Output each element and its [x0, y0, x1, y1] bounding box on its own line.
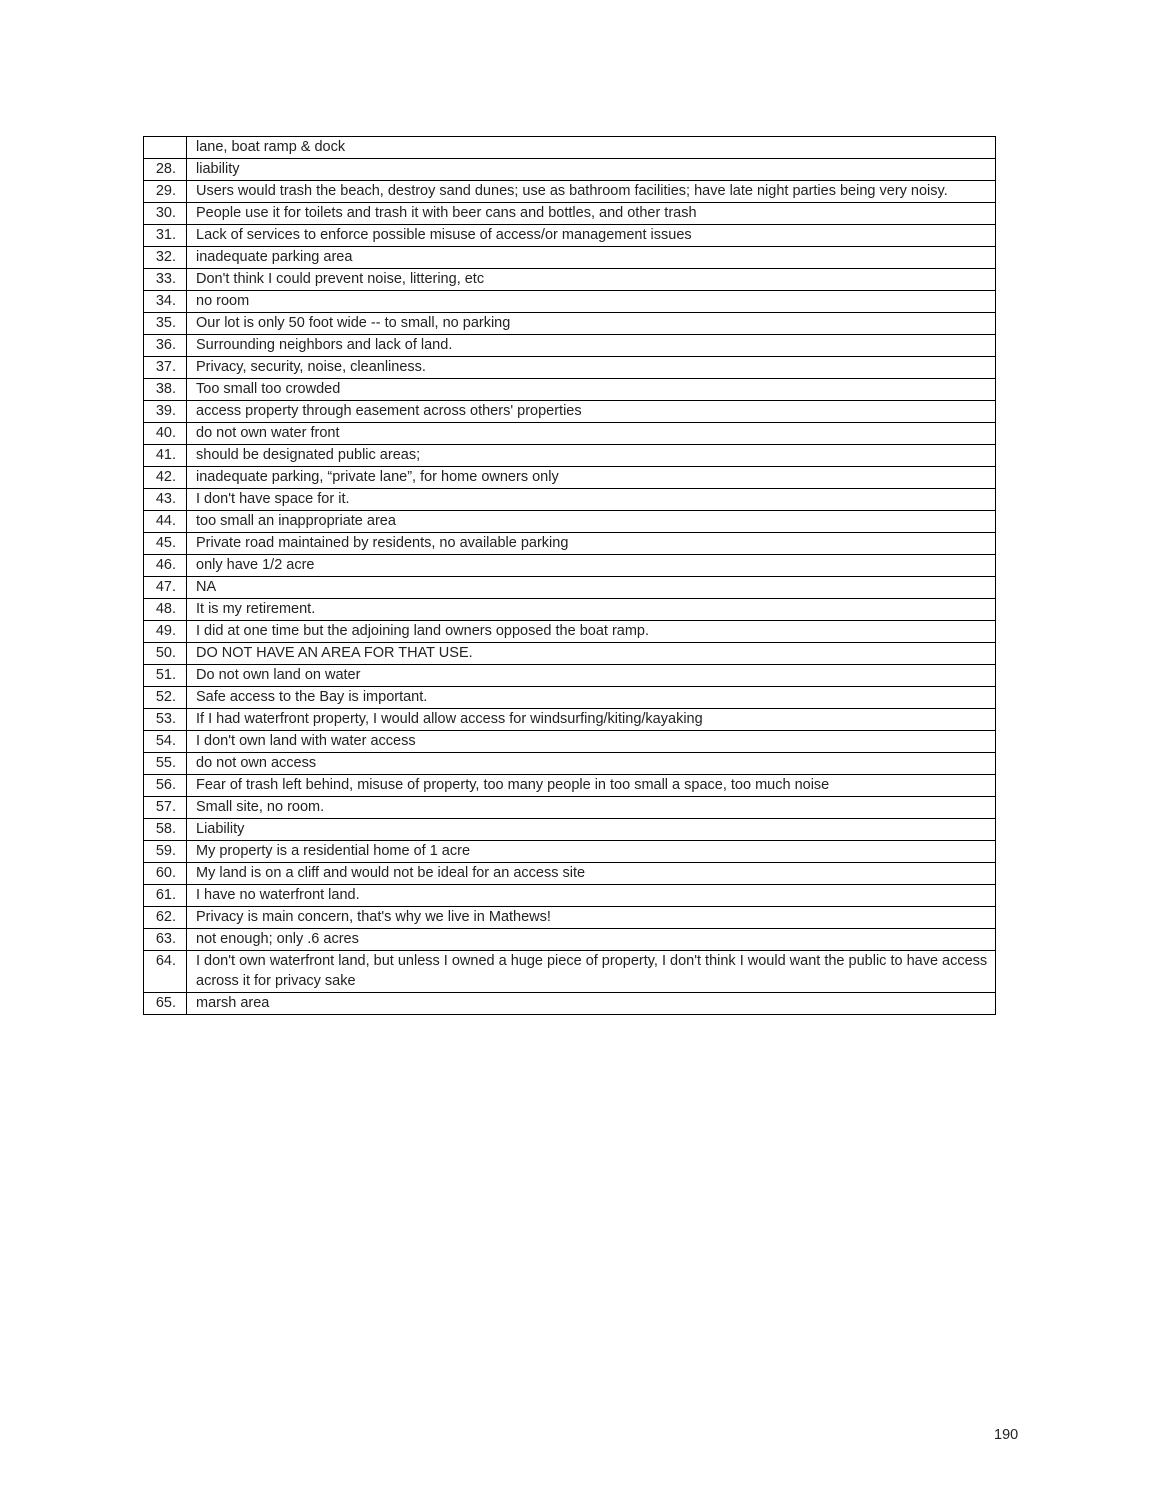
row-number: 45.: [144, 533, 187, 555]
row-number: 51.: [144, 665, 187, 687]
row-number: 31.: [144, 225, 187, 247]
row-number: 35.: [144, 313, 187, 335]
response-text: I don't own waterfront land, but unless I owned a huge piece of property, I don't think I would want the public to have access across it for privacy sake: [187, 951, 996, 993]
response-text: do not own access: [187, 753, 996, 775]
response-text: I don't own land with water access: [187, 731, 996, 753]
response-text: People use it for toilets and trash it with beer cans and bottles, and other trash: [187, 203, 996, 225]
table-row: [144, 423, 996, 445]
table-row: [144, 577, 996, 599]
response-text: Too small too crowded: [187, 379, 996, 401]
response-text: Users would trash the beach, destroy sand dunes; use as bathroom facilities; have late night parties being very noisy.: [187, 181, 996, 203]
response-text: should be designated public areas;: [187, 445, 996, 467]
row-number: 40.: [144, 423, 187, 445]
response-text: Privacy is main concern, that's why we live in Mathews!: [187, 907, 996, 929]
response-text: I don't have space for it.: [187, 489, 996, 511]
row-number: 42.: [144, 467, 187, 489]
row-number: 57.: [144, 797, 187, 819]
response-text: inadequate parking area: [187, 247, 996, 269]
response-text: access property through easement across others' properties: [187, 401, 996, 423]
table-row: [144, 445, 996, 467]
response-text: Do not own land on water: [187, 665, 996, 687]
table-row: [144, 797, 996, 819]
row-number: 36.: [144, 335, 187, 357]
response-text: Lack of services to enforce possible misuse of access/or management issues: [187, 225, 996, 247]
table-row: [144, 291, 996, 313]
row-number: 33.: [144, 269, 187, 291]
row-number: 38.: [144, 379, 187, 401]
row-number: 65.: [144, 993, 187, 1015]
row-number: 53.: [144, 709, 187, 731]
table-row: [144, 467, 996, 489]
table-row: [144, 687, 996, 709]
table-row: [144, 951, 996, 993]
table-row: [144, 753, 996, 775]
response-text: Safe access to the Bay is important.: [187, 687, 996, 709]
page-number: 190: [994, 1427, 1019, 1443]
table-row: [144, 621, 996, 643]
response-text: Fear of trash left behind, misuse of property, too many people in too small a space, too much noise: [187, 775, 996, 797]
response-text: marsh area: [187, 993, 996, 1015]
response-text: not enough; only .6 acres: [187, 929, 996, 951]
row-number: 44.: [144, 511, 187, 533]
table-row: [144, 269, 996, 291]
response-text: do not own water front: [187, 423, 996, 445]
row-number: 59.: [144, 841, 187, 863]
response-text: If I had waterfront property, I would allow access for windsurfing/kiting/kayaking: [187, 709, 996, 731]
table-row: [144, 841, 996, 863]
row-number: 37.: [144, 357, 187, 379]
row-number: 62.: [144, 907, 187, 929]
response-text: no room: [187, 291, 996, 313]
row-number: 52.: [144, 687, 187, 709]
row-number: 30.: [144, 203, 187, 225]
table-row: [144, 863, 996, 885]
row-number: 61.: [144, 885, 187, 907]
response-text: Small site, no room.: [187, 797, 996, 819]
table-row: [144, 335, 996, 357]
response-text: Don't think I could prevent noise, littering, etc: [187, 269, 996, 291]
table-row: [144, 885, 996, 907]
table-row: [144, 181, 996, 203]
response-text: My land is on a cliff and would not be ideal for an access site: [187, 863, 996, 885]
response-text: I have no waterfront land.: [187, 885, 996, 907]
table-row: [144, 489, 996, 511]
response-text: Private road maintained by residents, no available parking: [187, 533, 996, 555]
response-text: I did at one time but the adjoining land owners opposed the boat ramp.: [187, 621, 996, 643]
row-number: 41.: [144, 445, 187, 467]
table-row: [144, 993, 996, 1015]
responses-table-body: [144, 137, 996, 1015]
response-text: too small an inappropriate area: [187, 511, 996, 533]
table-row: [144, 775, 996, 797]
response-text: DO NOT HAVE AN AREA FOR THAT USE.: [187, 643, 996, 665]
response-text: My property is a residential home of 1 acre: [187, 841, 996, 863]
table-row: [144, 533, 996, 555]
response-text: only have 1/2 acre: [187, 555, 996, 577]
table-row: [144, 819, 996, 841]
response-text: liability: [187, 159, 996, 181]
row-number: 64.: [144, 951, 187, 993]
response-text: Our lot is only 50 foot wide -- to small, no parking: [187, 313, 996, 335]
table-row: [144, 137, 996, 159]
row-number: 60.: [144, 863, 187, 885]
row-number: 56.: [144, 775, 187, 797]
row-number: 49.: [144, 621, 187, 643]
row-number: 48.: [144, 599, 187, 621]
table-row: [144, 665, 996, 687]
row-number: 28.: [144, 159, 187, 181]
table-row: [144, 907, 996, 929]
responses-table: [143, 136, 996, 1015]
row-number: 39.: [144, 401, 187, 423]
response-text: Liability: [187, 819, 996, 841]
table-row: [144, 401, 996, 423]
table-row: [144, 379, 996, 401]
table-row: [144, 929, 996, 951]
row-number: 58.: [144, 819, 187, 841]
table-row: [144, 709, 996, 731]
table-row: [144, 555, 996, 577]
response-text: NA: [187, 577, 996, 599]
row-number: 32.: [144, 247, 187, 269]
row-number: 54.: [144, 731, 187, 753]
table-row: [144, 159, 996, 181]
table-row: [144, 313, 996, 335]
table-row: [144, 643, 996, 665]
table-row: [144, 357, 996, 379]
table-row: [144, 731, 996, 753]
response-text: Privacy, security, noise, cleanliness.: [187, 357, 996, 379]
response-text: Surrounding neighbors and lack of land.: [187, 335, 996, 357]
row-number: 34.: [144, 291, 187, 313]
row-number: 47.: [144, 577, 187, 599]
row-number: 46.: [144, 555, 187, 577]
row-number: 29.: [144, 181, 187, 203]
response-text: It is my retirement.: [187, 599, 996, 621]
table-row: [144, 511, 996, 533]
table-row: [144, 203, 996, 225]
row-number: [144, 137, 187, 159]
response-text: inadequate parking, “private lane”, for home owners only: [187, 467, 996, 489]
row-number: 50.: [144, 643, 187, 665]
table-row: [144, 599, 996, 621]
table-row: [144, 247, 996, 269]
row-number: 63.: [144, 929, 187, 951]
row-number: 55.: [144, 753, 187, 775]
row-number: 43.: [144, 489, 187, 511]
response-text: lane, boat ramp & dock: [187, 137, 996, 159]
table-row: [144, 225, 996, 247]
